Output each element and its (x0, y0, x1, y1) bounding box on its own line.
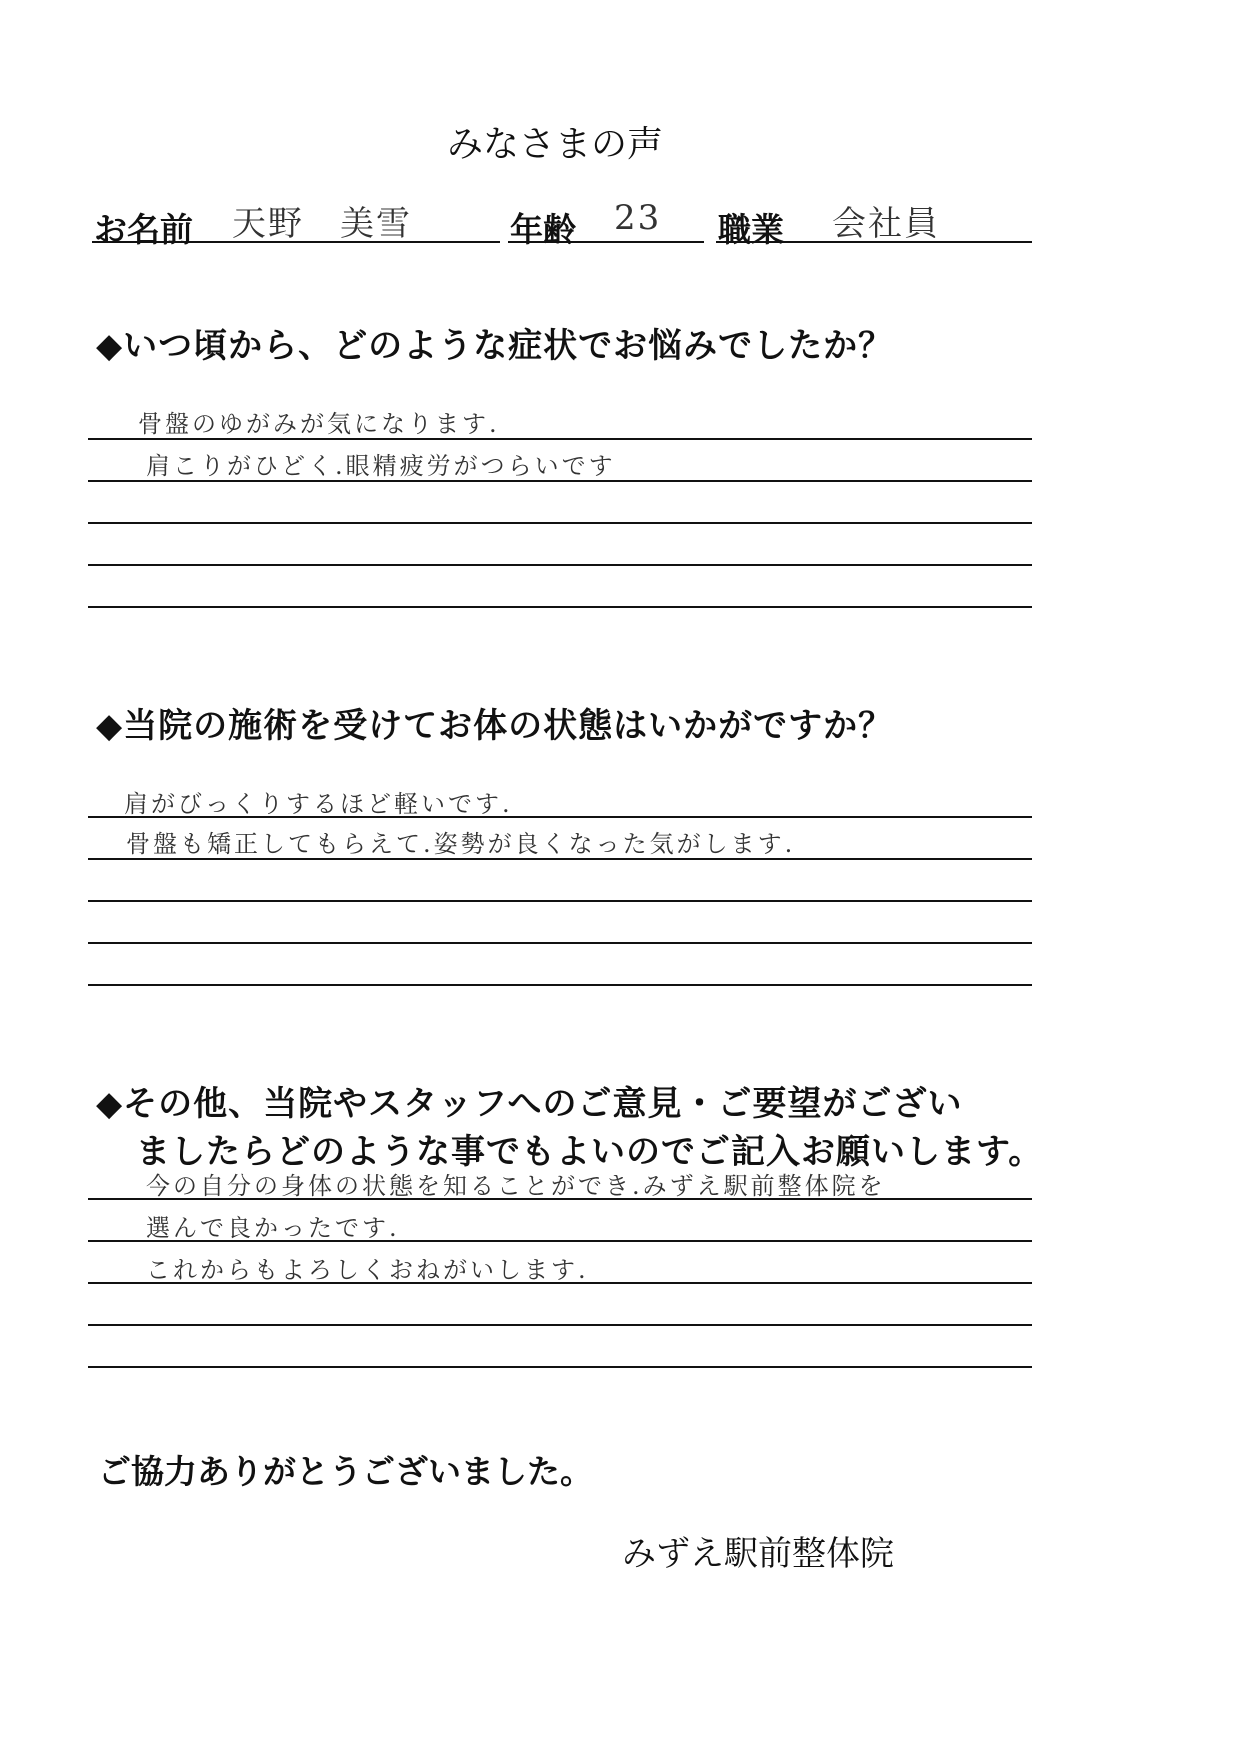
answer-line (88, 1240, 1032, 1242)
answer-1-line-2: 肩こりがひどく.眼精疲労がつらいです (146, 452, 616, 480)
answer-line (88, 522, 1032, 524)
question-2-line-1: ◆当院の施術を受けてお体の状態はいかがですか？ (96, 706, 894, 746)
job-label: 職業 (718, 210, 784, 249)
job-value: 会社員 (832, 204, 940, 244)
answer-line (88, 900, 1032, 902)
answer-line (88, 1324, 1032, 1326)
clinic-name: みずえ駅前整体院 (622, 1534, 894, 1574)
question-2 (96, 702, 893, 750)
name-label: お名前 (94, 210, 193, 249)
question-3-line-1: ◆その他、当院やスタッフへのご意見・ご要望がござい (96, 1084, 963, 1124)
question-1-line-1: ◆いつ頃から、どのような症状でお悩みでしたか？ (96, 326, 894, 366)
answer-line (88, 1198, 1032, 1200)
answer-1-line-1: 骨盤のゆがみが気になります. (138, 410, 500, 438)
answer-3-line-2: 選んで良かったです. (146, 1214, 400, 1242)
answer-line (88, 564, 1032, 566)
question-3-line-2: ましたらどのような事でもよいのでご記入お願いします。 (136, 1132, 1044, 1172)
answer-line (88, 606, 1032, 608)
answer-line (88, 816, 1032, 818)
age-value: 23 (614, 198, 662, 238)
answer-line (88, 858, 1032, 860)
answer-line (88, 1282, 1032, 1284)
answer-line (88, 1366, 1032, 1368)
answer-3-line-1: 今の自分の身体の状態を知ることができ.みずえ駅前整体院を (146, 1172, 886, 1200)
answer-line (88, 480, 1032, 482)
age-underline (508, 241, 704, 243)
answer-2-line-1: 肩がびっくりするほど軽いです. (124, 790, 513, 818)
question-3 (96, 1080, 1043, 1176)
name-underline (92, 241, 500, 243)
answer-3-line-3: これからもよろしくおねがいします. (146, 1256, 589, 1284)
job-underline (716, 241, 1032, 243)
question-1 (96, 322, 893, 370)
respondent-info-row (94, 196, 1032, 249)
form-title: みなさまの声 (446, 124, 663, 165)
answer-2-line-2: 骨盤も矯正してもらえて.姿勢が良くなった気がします. (126, 830, 796, 858)
closing-message: ご協力ありがとうございました。 (98, 1452, 593, 1491)
age-label: 年齢 (510, 210, 576, 249)
answer-line (88, 984, 1032, 986)
answer-line (88, 438, 1032, 440)
name-value: 天野 美雪 (232, 204, 412, 244)
answer-line (88, 942, 1032, 944)
